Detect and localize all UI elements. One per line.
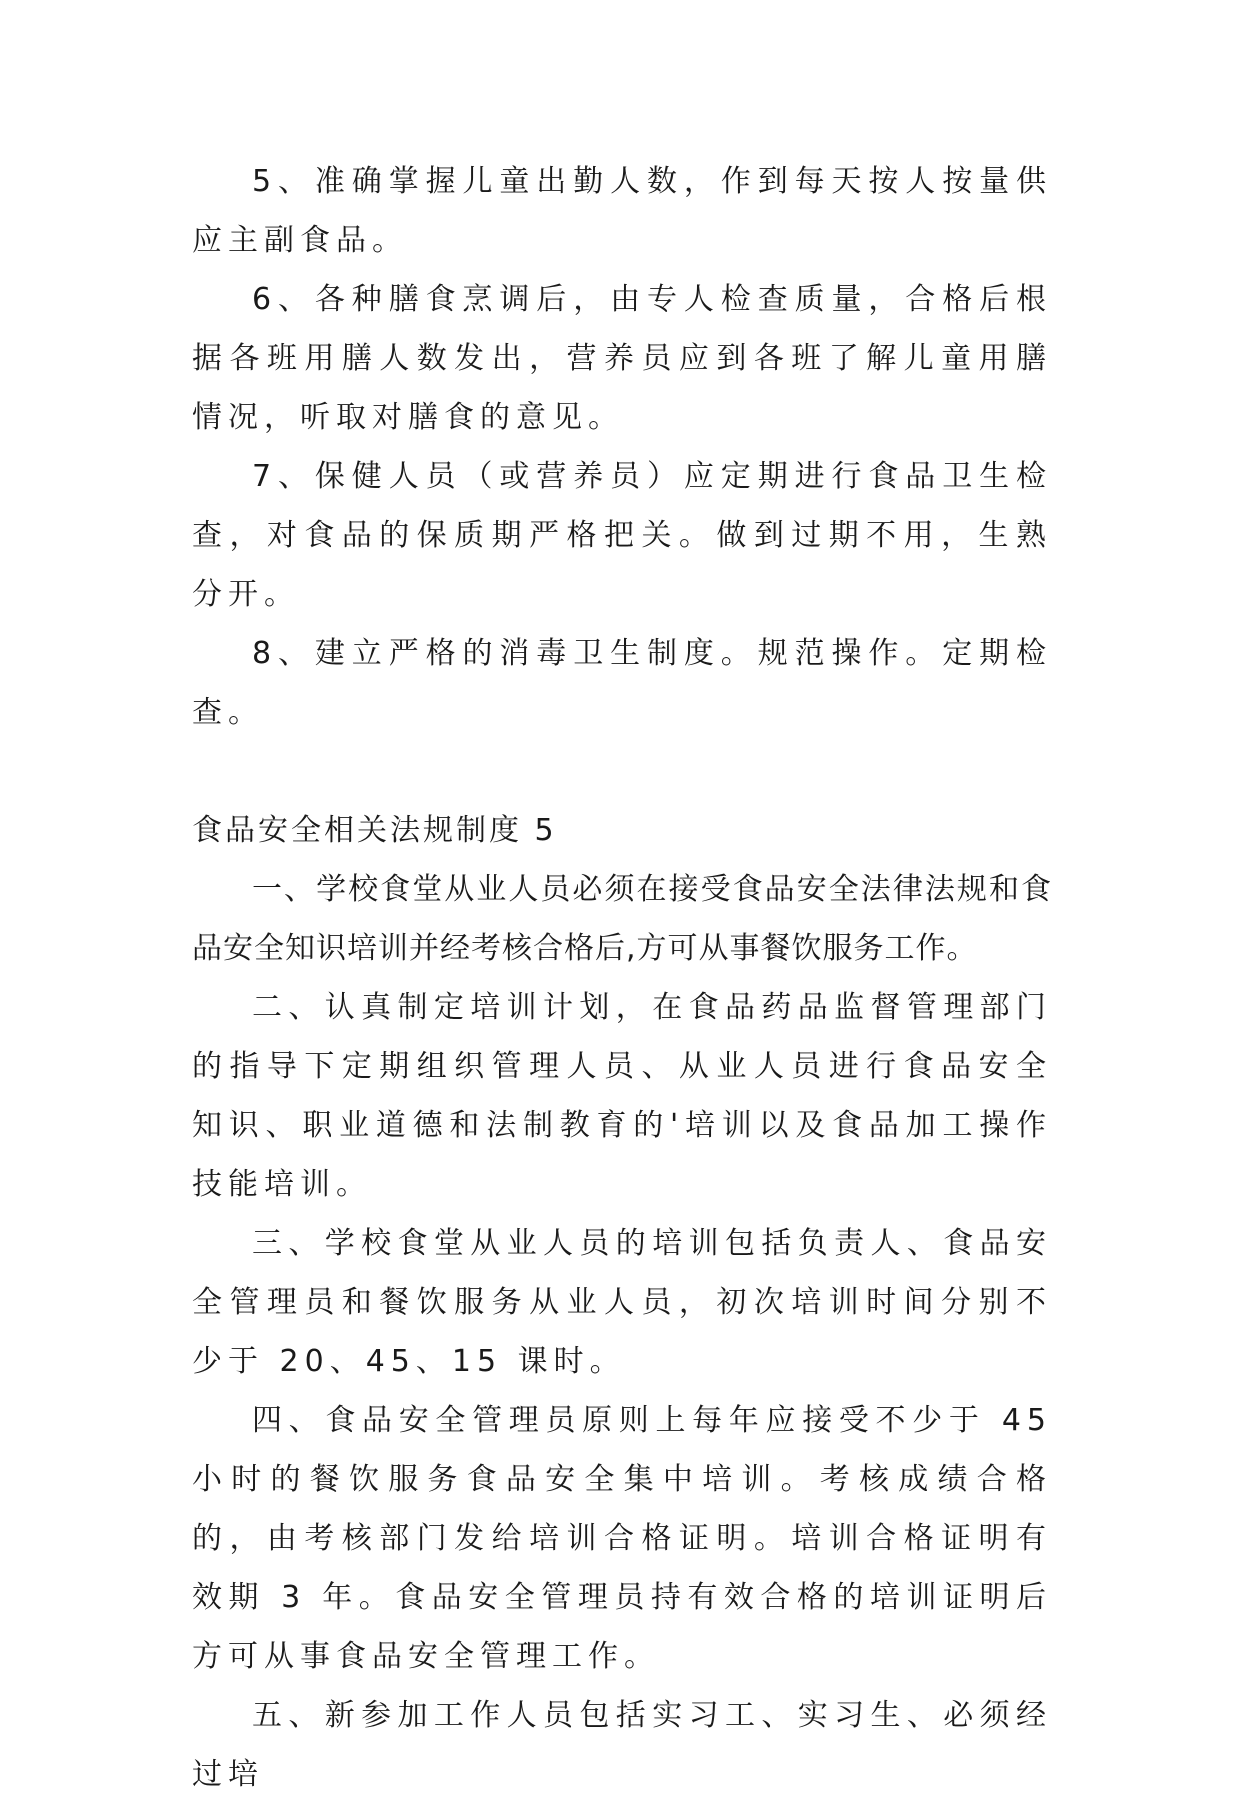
document-body — [192, 152, 1052, 1804]
paragraph-8: 8、建立严格的消毒卫生制度。规范操作。定期检查。 — [192, 636, 1052, 730]
paragraph-one: 一、学校食堂从业人员必须在接受食品安全法律法规和食品安全知识培训并经考核合格后,方可从事餐饮服务工作。 — [192, 872, 1052, 966]
section-title: 食品安全相关法规制度 5 — [192, 813, 557, 848]
paragraph-three: 三、学校食堂从业人员的培训包括负责人、食品安全管理员和餐饮服务从业人员，初次培训时间分别不少于 20、45、15 课时。 — [192, 1226, 1052, 1379]
paragraph-6: 6、各种膳食烹调后，由专人检查质量，合格后根据各班用膳人数发出，营养员应到各班了解儿童用膳情况，听取对膳食的意见。 — [192, 282, 1052, 435]
paragraph-five: 五、新参加工作人员包括实习工、实习生、必须经过培 — [192, 1698, 1052, 1792]
paragraph-four: 四、食品安全管理员原则上每年应接受不少于 45 小时的餐饮服务食品安全集中培训。考核成绩合格的，由考核部门发给培训合格证明。培训合格证明有效期 3 年。食品安全管理员持有效合格的培训证明后方可从事食品安全管理工作。 — [192, 1403, 1052, 1674]
paragraph-5: 5、准确掌握儿童出勤人数，作到每天按人按量供应主副食品。 — [192, 164, 1052, 258]
paragraph-two: 二、认真制定培训计划，在食品药品监督管理部门的指导下定期组织管理人员、从业人员进行食品安全知识、职业道德和法制教育的'培训以及食品加工操作技能培训。 — [192, 990, 1052, 1202]
paragraph-7: 7、保健人员（或营养员）应定期进行食品卫生检查，对食品的保质期严格把关。做到过期不用，生熟分开。 — [192, 459, 1052, 612]
